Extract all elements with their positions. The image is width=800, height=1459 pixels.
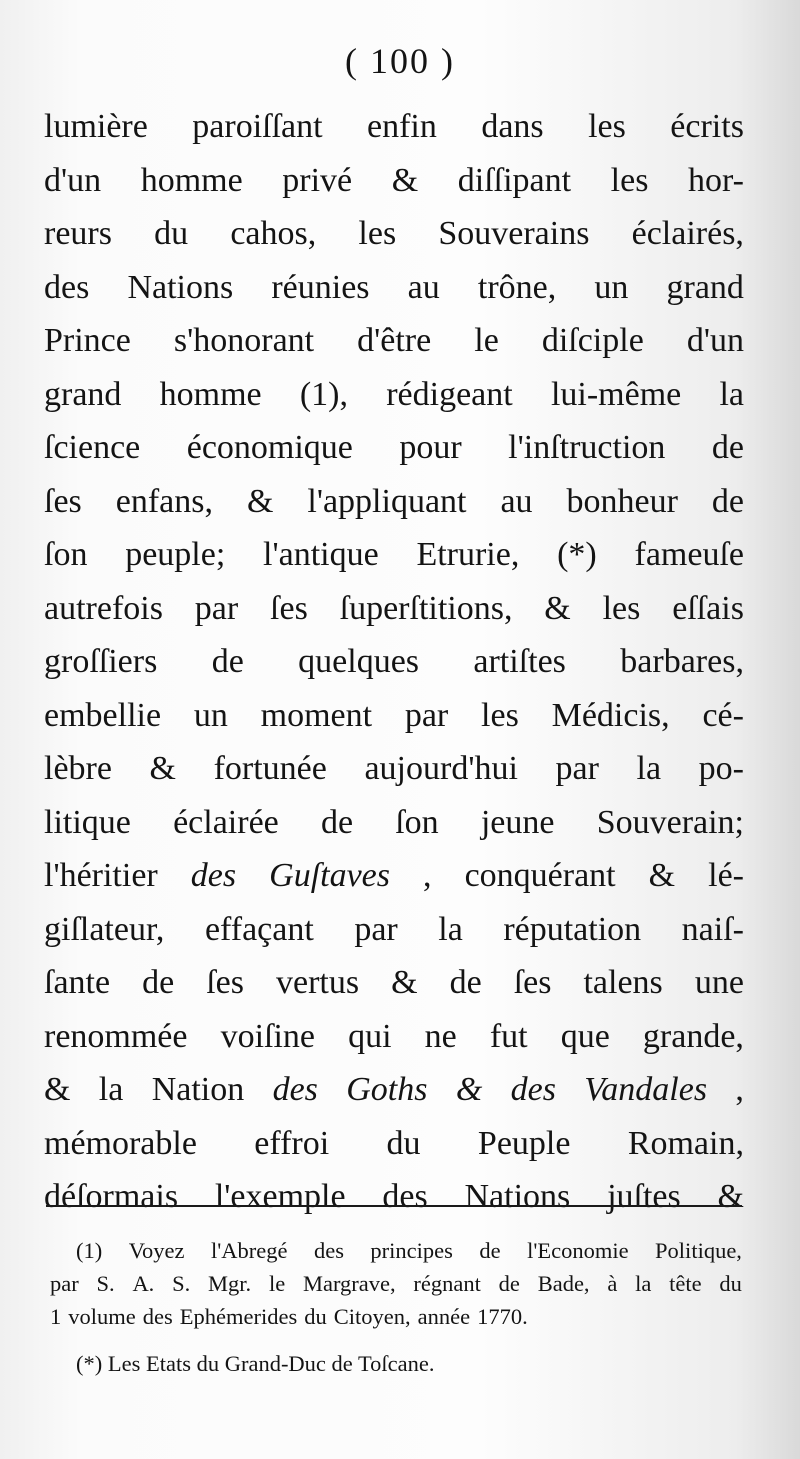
word: lé- (708, 857, 744, 894)
word: Romain, (627, 1124, 744, 1162)
text-line (44, 475, 744, 529)
word: rédigeant (386, 375, 513, 413)
word: les (481, 696, 519, 734)
word: l'Economie (527, 1238, 629, 1263)
footnote-1 (50, 1234, 742, 1333)
word: au (407, 268, 440, 306)
text-line (44, 1117, 744, 1171)
word: & (391, 964, 418, 1001)
word: tête (669, 1271, 702, 1296)
text-line (44, 796, 744, 850)
word: fut (489, 1017, 528, 1055)
word: (*) (557, 536, 597, 573)
word: la (98, 1071, 124, 1108)
word: année (417, 1304, 471, 1329)
word: pour (399, 429, 462, 466)
word: vertus (276, 964, 360, 1001)
word: écrits (670, 108, 744, 145)
text-line (44, 421, 744, 475)
word: par (354, 910, 398, 948)
text-line (44, 903, 744, 957)
word: fameuſe (634, 536, 744, 573)
word: ſes (44, 482, 82, 520)
word: diſciple (541, 322, 644, 359)
word: économique (186, 429, 353, 466)
word: du (154, 215, 189, 252)
footnote-2-text: (*) Les Etats du Grand-Duc de Toſcane. (76, 1351, 435, 1376)
word: homme (159, 375, 262, 413)
word: & (648, 857, 676, 894)
word: de (479, 1238, 501, 1263)
word: Prince (44, 322, 131, 359)
page-number: ( 100 ) (345, 41, 455, 81)
word: conquérant (464, 857, 616, 894)
word: que (560, 1017, 610, 1055)
word: cahos, (230, 215, 317, 252)
footnote-1-line (50, 1267, 742, 1300)
text-line (44, 100, 744, 154)
word: ne (424, 1017, 457, 1055)
word: l'inſtruction (508, 429, 666, 466)
text-line (44, 1010, 744, 1064)
word: moment (260, 696, 373, 734)
word: embellie (44, 696, 162, 734)
word: des (142, 1304, 173, 1329)
word: réputation (503, 910, 642, 948)
text-line (44, 635, 744, 689)
word: giſlateur, (44, 910, 165, 948)
word: ſon (44, 536, 88, 573)
word: groſſiers (44, 643, 158, 680)
word: grand (666, 268, 744, 306)
word: naiſ- (681, 910, 744, 948)
word: le (474, 322, 499, 359)
word: ſcience (44, 429, 141, 466)
word: l'héritier (44, 857, 158, 894)
word: Voyez (128, 1238, 185, 1263)
word: Guſtaves (269, 857, 390, 894)
word: barbares, (620, 643, 744, 680)
word: la (635, 1271, 652, 1296)
word: éclairés, (631, 215, 744, 252)
word: par (50, 1271, 79, 1296)
text-line (44, 368, 744, 422)
word: 1770. (477, 1304, 528, 1329)
text-line (44, 582, 744, 636)
text-line (44, 154, 744, 208)
word: d'un (686, 322, 744, 359)
word: l'exemple (214, 1178, 346, 1215)
word: un (594, 268, 629, 306)
word: de (320, 803, 354, 841)
word: & (246, 482, 274, 520)
word: du (304, 1304, 327, 1329)
word: jeune (480, 803, 555, 841)
word: Médicis, (551, 696, 670, 734)
word: d'un (44, 161, 102, 199)
word: Souverains (438, 215, 590, 252)
text-line (44, 849, 744, 903)
word: quelques (298, 643, 420, 680)
word: la (438, 910, 463, 948)
word: des (313, 1238, 344, 1263)
word: & (544, 589, 571, 627)
text-line (44, 689, 744, 743)
word: des (382, 1178, 428, 1215)
word: ſes (513, 964, 552, 1001)
word: effroi (254, 1124, 330, 1162)
word: un (193, 696, 228, 734)
word: homme (140, 161, 243, 199)
word: Mgr. (208, 1271, 252, 1296)
word: (1) (76, 1238, 103, 1263)
text-line (44, 956, 744, 1010)
word: les (358, 215, 397, 252)
word: des (510, 1071, 556, 1108)
word: A. (132, 1271, 155, 1296)
word: & (717, 1178, 744, 1215)
word: du (719, 1271, 742, 1296)
text-line (44, 1170, 744, 1224)
word: la (636, 750, 662, 787)
word: juſtes (607, 1178, 681, 1215)
word: mémorable (44, 1124, 197, 1162)
word: à (607, 1271, 618, 1296)
word: de (449, 964, 482, 1001)
word: des (44, 268, 90, 306)
word: ſante (44, 964, 111, 1001)
footnote-separator (46, 1205, 742, 1207)
word: de (711, 429, 744, 466)
text-line (44, 1063, 744, 1117)
word: Nations (464, 1178, 571, 1215)
word: Bade, (537, 1271, 590, 1296)
word: par (194, 589, 239, 627)
word: cé- (702, 696, 744, 734)
word: régnant (413, 1271, 481, 1296)
word: (1), (299, 375, 348, 413)
text-line (44, 742, 744, 796)
word: lui-même (550, 375, 682, 413)
word: d'être (357, 322, 432, 359)
word: de (211, 643, 244, 680)
main-text (44, 100, 744, 1224)
word: eſſais (672, 589, 744, 627)
word: Souverain; (596, 803, 744, 841)
footnote-1-line (50, 1300, 742, 1333)
word: les (588, 108, 626, 145)
word: Vandales (584, 1071, 708, 1108)
word: Etrurie, (416, 536, 520, 573)
word: réunies (271, 268, 370, 306)
word: renommée (44, 1017, 188, 1055)
word: grand (44, 375, 122, 413)
word: aujourd'hui (364, 750, 518, 787)
word: Politique, (655, 1238, 742, 1263)
word: principes (370, 1238, 453, 1263)
word: enfans, (115, 482, 213, 520)
word: la (719, 375, 744, 413)
word: ſes (270, 589, 308, 627)
word: bonheur (566, 482, 678, 520)
text-line (44, 261, 744, 315)
word: déſormais (44, 1178, 179, 1215)
word: , (423, 857, 432, 894)
word: artiſtes (473, 643, 566, 680)
word: ſuperſtitions, (339, 589, 513, 627)
word: l'appliquant (307, 482, 467, 520)
word: 1 (50, 1304, 62, 1329)
word: S. (172, 1271, 191, 1296)
word: ſon (395, 803, 439, 841)
word: le (268, 1271, 286, 1296)
word: & (149, 750, 176, 787)
word: éclairée (173, 803, 279, 841)
word: dans (481, 108, 544, 145)
word: au (500, 482, 533, 520)
word: Margrave, (302, 1271, 396, 1296)
word: peuple; (125, 536, 226, 573)
word: talens (583, 964, 663, 1001)
text-line (44, 314, 744, 368)
word: volume (68, 1304, 136, 1329)
word: & (44, 1071, 71, 1108)
word: diſſipant (457, 161, 572, 199)
word: les (610, 161, 649, 199)
word: les (602, 589, 641, 627)
word: litique (44, 803, 131, 841)
word: lumière (44, 108, 148, 145)
word: Ephémerides (179, 1304, 298, 1329)
word: S. (96, 1271, 115, 1296)
word: & (455, 1071, 483, 1108)
footnote-1-line (50, 1234, 742, 1267)
word: par (555, 750, 599, 787)
word: reurs (44, 215, 112, 252)
word: par (404, 696, 449, 734)
word: une (694, 964, 744, 1001)
word: effaçant (204, 910, 314, 948)
word: po- (698, 750, 744, 787)
word: paroiſſant (192, 108, 323, 145)
word: Nations (127, 268, 234, 306)
word: Nation (151, 1071, 245, 1108)
word: fortunée (213, 750, 327, 787)
word: hor- (688, 161, 744, 199)
word: s'honorant (173, 322, 315, 359)
footnotes (50, 1234, 742, 1380)
word: de (498, 1271, 520, 1296)
word: voiſine (220, 1017, 316, 1055)
word: Peuple (477, 1124, 571, 1162)
word: lèbre (44, 750, 112, 787)
word: l'Abregé (210, 1238, 288, 1263)
word: Goths (346, 1071, 428, 1108)
word: ſes (206, 964, 244, 1001)
word: qui (348, 1017, 392, 1055)
word: trône, (477, 268, 557, 306)
word: du (386, 1124, 421, 1162)
word: des (190, 857, 237, 894)
word: privé (282, 161, 353, 199)
word: de (142, 964, 175, 1001)
word: l'antique (263, 536, 379, 573)
word: des (272, 1071, 318, 1108)
word: Citoyen, (333, 1304, 411, 1329)
word: , (735, 1071, 744, 1108)
word: autrefois (44, 589, 163, 627)
footnote-2 (50, 1347, 742, 1380)
text-line (44, 528, 744, 582)
word: de (711, 482, 744, 520)
text-line (44, 207, 744, 261)
word: enfin (367, 108, 437, 145)
word: & (391, 161, 419, 199)
word: grande, (642, 1017, 744, 1055)
